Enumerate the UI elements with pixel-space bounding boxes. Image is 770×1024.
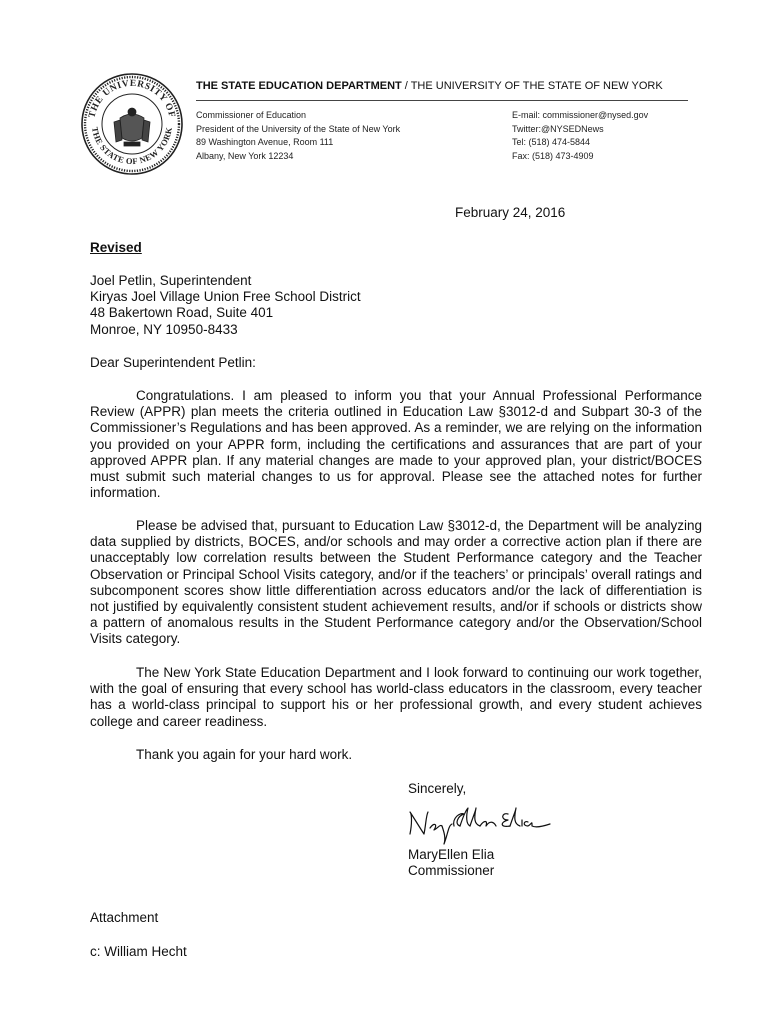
letterhead-org-rest: / THE UNIVERSITY OF THE STATE OF NEW YORK xyxy=(401,80,663,92)
recipient-name: Joel Petlin, Superintendent xyxy=(90,273,252,288)
letterhead-left-line: Albany, New York 12234 xyxy=(196,150,294,161)
letterhead-fax: Fax: (518) 473-4909 xyxy=(512,150,594,161)
recipient-district: Kiryas Joel Village Union Free School District xyxy=(90,289,361,305)
letterhead-email: E-mail: commissioner@nysed.gov xyxy=(512,110,649,120)
seal-bottom-text: THE STATE OF NEW YORK xyxy=(90,126,174,167)
letterhead-title xyxy=(196,80,663,92)
signer-name: MaryEllen Elia xyxy=(408,847,495,862)
revised-label: Revised xyxy=(90,240,142,255)
recipient-city: Monroe, NY 10950-8433 xyxy=(90,321,238,337)
university-seal xyxy=(80,72,184,176)
closing: Sincerely, xyxy=(408,781,467,796)
letterhead-left-block xyxy=(196,109,400,163)
seal-top-text: THE UNIVERSITY OF xyxy=(87,78,177,119)
cc-line: c: William Hecht xyxy=(90,944,187,959)
recipient-address xyxy=(90,273,361,338)
letterhead-org-bold: THE STATE EDUCATION DEPARTMENT xyxy=(196,80,402,92)
salutation: Dear Superintendent Petlin: xyxy=(90,355,256,370)
letterhead-left-line: Commissioner of Education xyxy=(196,110,307,120)
recipient-street: 48 Bakertown Road, Suite 401 xyxy=(90,305,274,321)
body-paragraph: Congratulations. I am pleased to inform you that your Annual Professional Performance Review (APPR) plan meets the criteria outlined in Education Law §3012-d and Subpart 30-3 of the Commissioner’s Regulations and has been approved. As a reminder, we are relying on the information you provided on your APPR form, including the certifications and assurances that are part of your approved APPR plan. If any material changes are made to your approved plan, your district/BOCES must submit such material changes to us for approval. Please see the attached notes for further information. xyxy=(90,388,702,501)
handwritten-signature xyxy=(404,804,554,846)
letterhead-divider xyxy=(196,100,688,101)
body-paragraph: Thank you again for your hard work. xyxy=(136,747,353,762)
body-paragraph: The New York State Education Department and I look forward to continuing our work together, with the goal of ensuring that every school has world-class educators in the classroom, every teacher has a world-class principal to support his or her professional growth, and every student achieves college and career readiness. xyxy=(90,665,702,729)
letterhead-left-line: President of the University of the State of New York xyxy=(196,123,401,134)
attachment-note: Attachment xyxy=(90,910,159,925)
letterhead-left-line: 89 Washington Avenue, Room 111 xyxy=(196,137,334,147)
letter-date: February 24, 2016 xyxy=(455,205,566,220)
letterhead-twitter: Twitter:@NYSEDNews xyxy=(512,123,604,134)
letterhead-tel: Tel: (518) 474-5844 xyxy=(512,137,591,147)
signer-title: Commissioner xyxy=(408,863,495,879)
signer-block xyxy=(408,847,494,879)
letterhead-right-block xyxy=(512,109,648,163)
body-paragraph: Please be advised that, pursuant to Education Law §3012-d, the Department will be analyzing data supplied by districts, BOCES, and/or schools and may order a corrective action plan if there are unacceptably low correlation results between the Student Performance category and the Teacher Observation or Principal School Visits category, and/or if the teachers’ or principals’ overall ratings and subcomponent scores show little differentiation across educators and/or the lack of differentiation is not justified by equivalently consistent student achievement results, and/or if schools or districts show a pattern of anomalous results in the Student Performance category and/or the Observation/School Visits category. xyxy=(90,518,702,647)
